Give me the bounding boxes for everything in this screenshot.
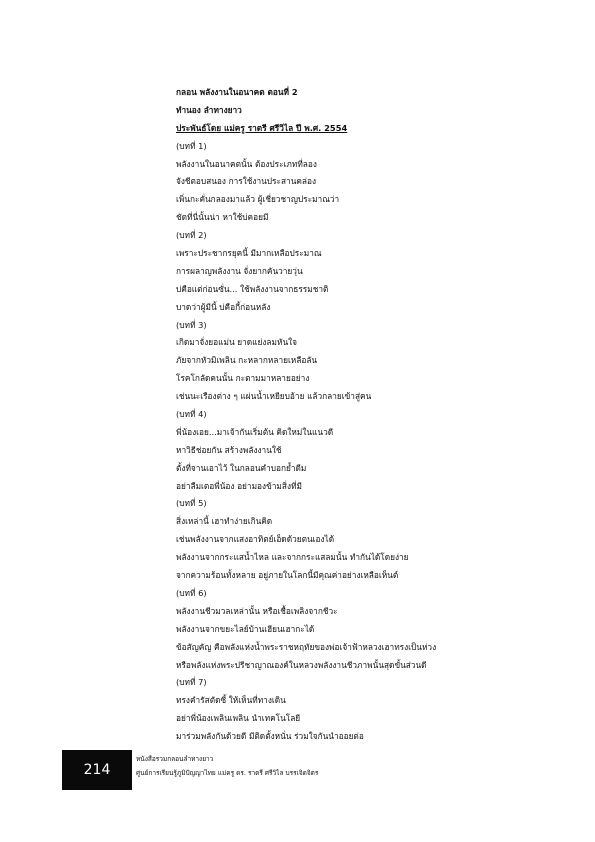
poem-line: (บทที่ 7) [176, 677, 207, 688]
poem-line: พลังงานในอนาคตนั้น ต้องประเภทที่ลอง [176, 158, 317, 169]
poem-line: สิ่งเหล่านี้ เฮาทำง่ายเกินคิด [176, 516, 273, 527]
page-number: 214 [62, 750, 132, 790]
poem-line: หาวิธีช่อยกัน สร้างพลังงานใช้ [176, 444, 282, 455]
poem-line: (บทที่ 1) [176, 140, 207, 151]
poem-line: เพราะประชากรยุคนี้ มีมากเหลือประมาณ [176, 248, 322, 259]
poem-line: มาร่วมพลังกันด้วยดี มีติดตั้งหนั่น ร่วมใจกันนำออยต่อ [176, 731, 364, 742]
footer-publisher: ศูนย์การเรียนรู้ภูมิปัญญาไทย แม่ครู ดร. ราตรี ศรีวิไล บรรเจิดจิตร [136, 769, 319, 777]
page-footer [136, 752, 318, 780]
poem-line: พลังงานจากกระแสน้ำไหล และจากกระแสลมนั้น ทำกันได้โดยง่าย [176, 552, 409, 563]
poem-line: บาดว่าผู้มีนี้ บ่คือกี้ก่อนหลัง [176, 301, 271, 312]
poem-line: เช่นนะเรืองต่าง ๆ แผ่นน้ำเหยียบอ้าย แล้วกลายเข้าสู่คน [176, 391, 372, 402]
poem-line: เกิดมาจั่งยอแม่น ยาดแย่งลมหันใจ [176, 337, 298, 348]
poem-line: (บทที่ 3) [176, 319, 207, 330]
poem-line: ชัดที่นี่นั้นน่า หาใช้บ่คอยมี [176, 212, 269, 223]
poem-line: ภัยจากหัวมิเพลิน กะหลากหลายเหลือลัน [176, 355, 318, 366]
poem-line: จากความร้อนทั้งหลาย อยู่ภายในโลกนี้มีคุณค่าอย่างเหลือเห็นต์ [176, 570, 399, 581]
poem-line: หรือพลังแห่งพระปรีชาญาณองค์ในหลวงพลังงานชีวภาพนั้นสุดขั้นส่วนดี [176, 659, 427, 670]
poem-line: อย่าลืมเตอพี่น้อง อย่ามองข้ามสิ่งที่มี [176, 480, 302, 491]
footer-book-title: หนังสือรวมกลอนลำทางยาว [136, 755, 214, 763]
poem-body [176, 84, 506, 746]
poem-line: จังชีตอบสนอง การใช้งานประสานคล่อง [176, 176, 317, 187]
poem-line: การผลาญพลังงาน จั่งยากคันวายวุ่น [176, 265, 303, 276]
poem-line: (บทที่ 4) [176, 409, 207, 420]
poem-line: ข้อสัญคัญ คือพลังแห่งน้ำพระราชหฤทัยของพ่อเจ้าฟ้าหลวงเฮาทรงเป็นห่วง [176, 641, 437, 652]
poem-line: (บทที่ 5) [176, 498, 207, 509]
poem-composer: ประพันธ์โดย แม่ครู ราตรี ศรีวิไล ปี พ.ศ. 2554 [176, 122, 348, 133]
poem-line: ทรงคำรัสตัดซี้ ให้เห็นที่ทางเดิน [176, 695, 286, 706]
poem-line: โรคโกลัดคนนั้น กะตามมาหลายอย่าง [176, 373, 310, 384]
poem-melody: ทำนอง ลำทางยาว [176, 104, 242, 115]
poem-line: บ่คือแต่ก่อนซั่น... ใช้พลังงานจากธรรมชาติ [176, 283, 329, 294]
poem-line: เช่นพลังงานจากแสงอาทิตย์เอ็ดด้วยตนเองได้ [176, 534, 335, 545]
poem-line: พี่น้องเอย...มาเจ้ากันเริ่มต้น คิดใหม่ในแนวดี [176, 426, 334, 437]
poem-line: (บทที่ 2) [176, 230, 207, 241]
poem-line: ตั้งที่จานเอาไว้ ในกลอนคำบอกย้ำดีม [176, 462, 307, 473]
poem-line: (บทที่ 6) [176, 587, 207, 598]
poem-line: เพิ่นกะคั่นกลองมาแล้ว ผู้เชี่ยวชาญประมาณว่า [176, 194, 340, 205]
poem-title: กลอน พลังงานในอนาคต ตอนที่ 2 [176, 87, 298, 97]
poem-line: พลังงานจากขยะไลย์บ้านเฮียนเฮากะได้ [176, 623, 315, 634]
poem-line: อย่าพี่น้องเพลินเพลิน นำเทคโนโลยี [176, 713, 301, 724]
poem-line: พลังงานชีวมวลเหล่านั้น หรือเชื้อเพลิงจากชีวะ [176, 605, 338, 616]
